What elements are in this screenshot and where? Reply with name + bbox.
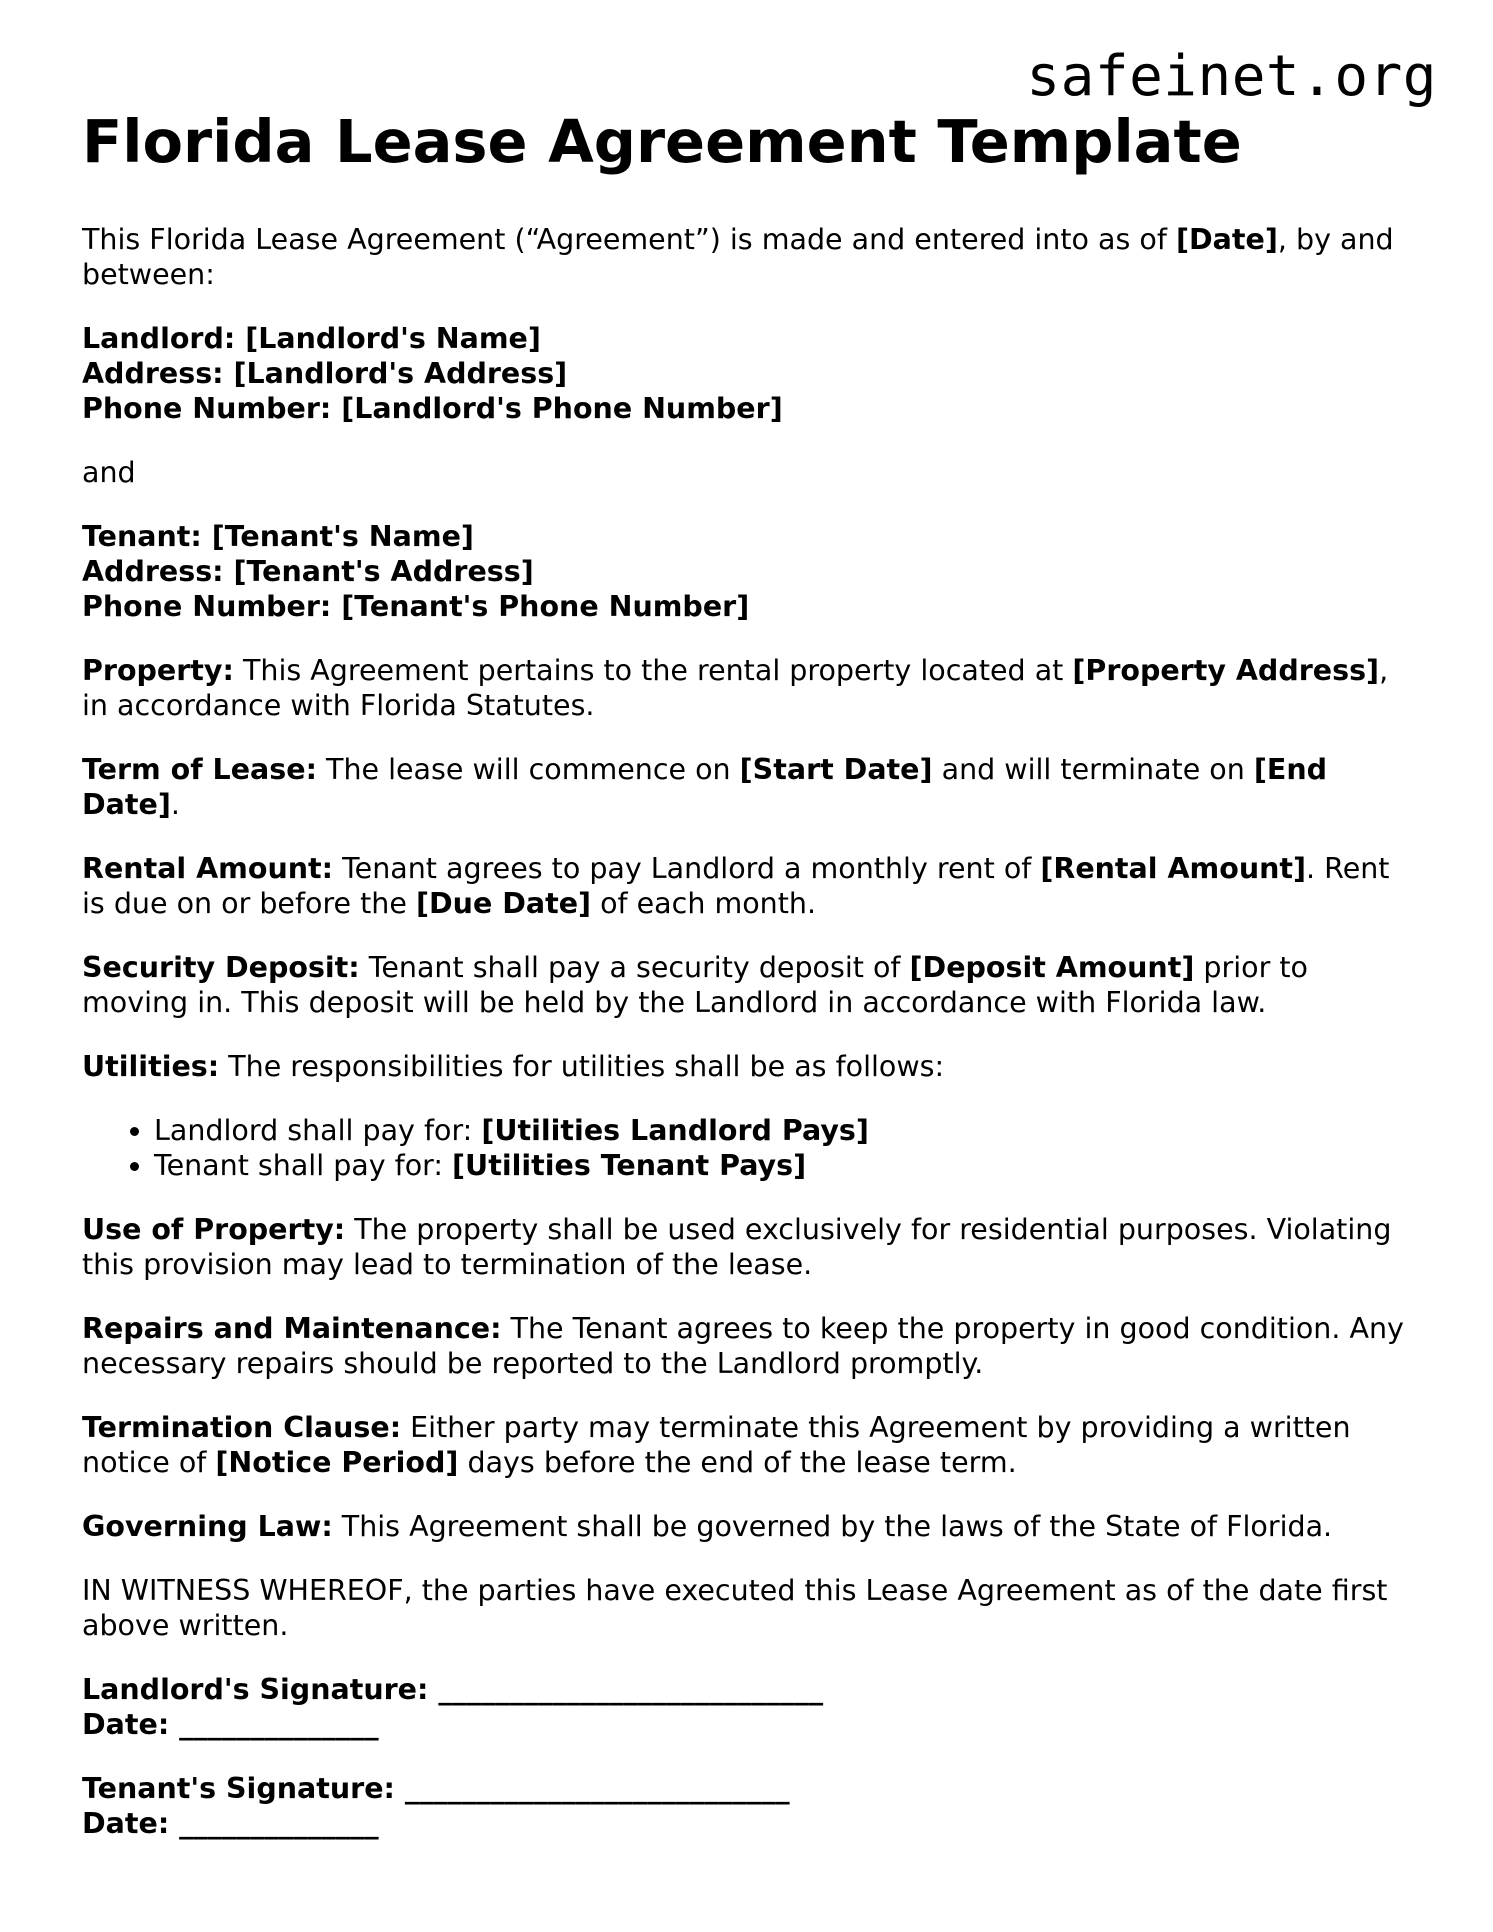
tenant-address: Address: [Tenant's Address] [82,555,534,588]
landlord-name: Landlord: [Landlord's Name] [82,322,541,355]
landlord-info [82,321,1412,426]
landlord-signature-line: Landlord's Signature: ___________________________ [82,1673,824,1706]
utilities-clause: Utilities: The responsibilities for utilities shall be as follows: [82,1050,945,1083]
and-text: and [82,456,136,489]
tenant-info [82,519,1412,624]
deposit-clause: Security Deposit: Tenant shall pay a security deposit of [Deposit Amount] prior to moving in. This deposit will be held by the Landlord in accordance with Florida law. [82,951,1308,1019]
tenant-date-line: Date: ______________ [82,1807,379,1840]
witness-paragraph: IN WITNESS WHEREOF, the parties have executed this Lease Agreement as of the date first above written. [82,1574,1388,1642]
tenant-signature-block [82,1771,1412,1841]
utilities-list [82,1113,1412,1183]
watermark: safeinet.org [1026,44,1437,109]
landlord-signature-block [82,1672,1412,1742]
list-item: • Tenant shall pay for: [Utilities Tenant Pays] [154,1148,1412,1183]
list-item: • Landlord shall pay for: [Utilities Landlord Pays] [154,1113,1412,1148]
property-clause: Property: This Agreement pertains to the rental property located at [Property Address], in accordance with Florida Statutes. [82,654,1389,722]
page-title: Florida Lease Agreement Template [82,107,1242,176]
rent-clause: Rental Amount: Tenant agrees to pay Landlord a monthly rent of [Rental Amount]. Rent is due on or before the [Due Date] of each month. [82,852,1390,920]
use-clause: Use of Property: The property shall be used exclusively for residential purposes. Violating this provision may lead to termination of the lease. [82,1213,1392,1281]
document-body [82,102,1412,1870]
landlord-phone: Phone Number: [Landlord's Phone Number] [82,392,783,425]
tenant-signature-line: Tenant's Signature: ___________________________ [82,1772,790,1805]
landlord-address: Address: [Landlord's Address] [82,357,568,390]
law-clause: Governing Law: This Agreement shall be governed by the laws of the State of Florida. [82,1510,1333,1543]
intro-paragraph: This Florida Lease Agreement (“Agreement”) is made and entered into as of [Date], by and between: [82,223,1394,291]
repairs-clause: Repairs and Maintenance: The Tenant agrees to keep the property in good condition. Any necessary repairs should be reported to the Landlord promptly. [82,1312,1404,1380]
tenant-name: Tenant: [Tenant's Name] [82,520,474,553]
tenant-phone: Phone Number: [Tenant's Phone Number] [82,590,750,623]
landlord-date-line: Date: ______________ [82,1708,379,1741]
termination-clause: Termination Clause: Either party may terminate this Agreement by providing a written notice of [Notice Period] days before the end of the lease term. [82,1411,1351,1479]
term-clause: Term of Lease: The lease will commence on [Start Date] and will terminate on [End Date]. [82,753,1328,821]
